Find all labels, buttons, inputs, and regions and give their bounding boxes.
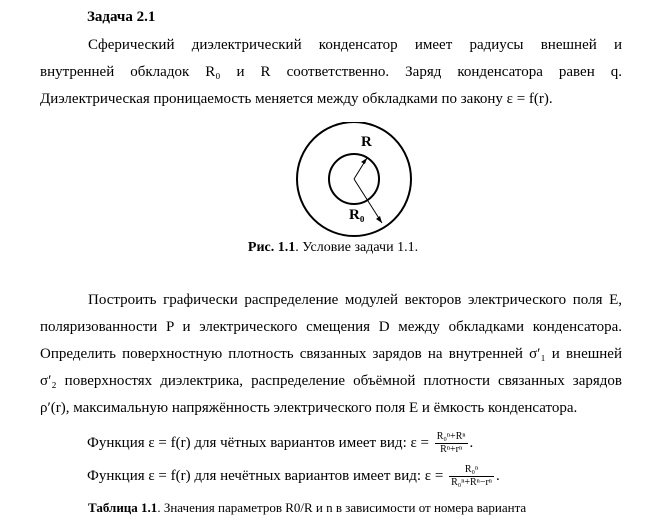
label-inner-radius: R	[361, 134, 372, 150]
statement-line-1: Сферический диэлектрический конденсатор имеет радиусы внешней и	[88, 37, 622, 53]
formula-odd-fraction	[449, 464, 494, 489]
formula-odd-denominator: R₀ⁿ+Rⁿ−rⁿ	[451, 477, 492, 488]
instruction-line-2: поляризованности P и электрического смещения D между обкладками конденсатора.	[40, 319, 622, 335]
outer-radius-arrowhead	[376, 216, 382, 223]
label-outer-radius: R₀	[349, 207, 365, 223]
formula-even-numerator: R₀ⁿ+Rⁿ	[436, 431, 466, 442]
instruction-line-4: σ′₂ поверхностях диэлектрика, распределение объёмной плотности связанных зарядов	[40, 373, 622, 389]
statement-line-3: Диэлектрическая проницаемость меняется между обкладками по закону ε = f(r).	[40, 91, 553, 107]
table-caption	[88, 500, 526, 516]
table-caption-text: . Значения параметров R0/R и n в зависимости от номера варианта	[157, 500, 527, 515]
statement-line-2: внутренней обкладок R₀ и R соответственно. Заряд конденсатора равен q.	[40, 64, 622, 80]
formula-odd-numerator: R₀ⁿ	[449, 464, 494, 477]
formula-even-end: .	[469, 434, 474, 451]
caption-text: . Условие задачи 1.1.	[295, 240, 419, 255]
instruction-line-3: Определить поверхностную плотность связанных зарядов на внутренней σ′₁ и внешней	[40, 346, 622, 362]
formula-even-text: Функция ε = f(r) для чётных вариантов имеет вид: ε =	[87, 434, 429, 451]
inner-radius-arrowhead	[361, 158, 367, 164]
formula-odd-text: Функция ε = f(r) для нечётных вариантов имеет вид: ε =	[87, 467, 444, 484]
formula-odd-end: .	[495, 467, 500, 484]
formula-even-denominator: Rⁿ+rⁿ	[440, 444, 463, 455]
figure-caption	[0, 240, 666, 256]
instruction-line-5: ρ′(r), максимальную напряжённость электрического поля E и ёмкость конденсатора.	[40, 400, 578, 416]
formula-even-fraction	[435, 431, 468, 456]
instruction-line-1: Построить графически распределение модулей векторов электрического поля E,	[88, 292, 622, 308]
formula-odd	[87, 464, 500, 489]
task-instructions	[40, 287, 622, 422]
caption-label: Рис. 1.1	[247, 240, 296, 255]
formula-even	[87, 431, 473, 456]
capacitor-figure	[294, 122, 414, 242]
table-caption-label: Таблица 1.1	[88, 500, 158, 515]
task-title: Задача 2.1	[87, 9, 156, 25]
problem-statement	[40, 32, 622, 113]
